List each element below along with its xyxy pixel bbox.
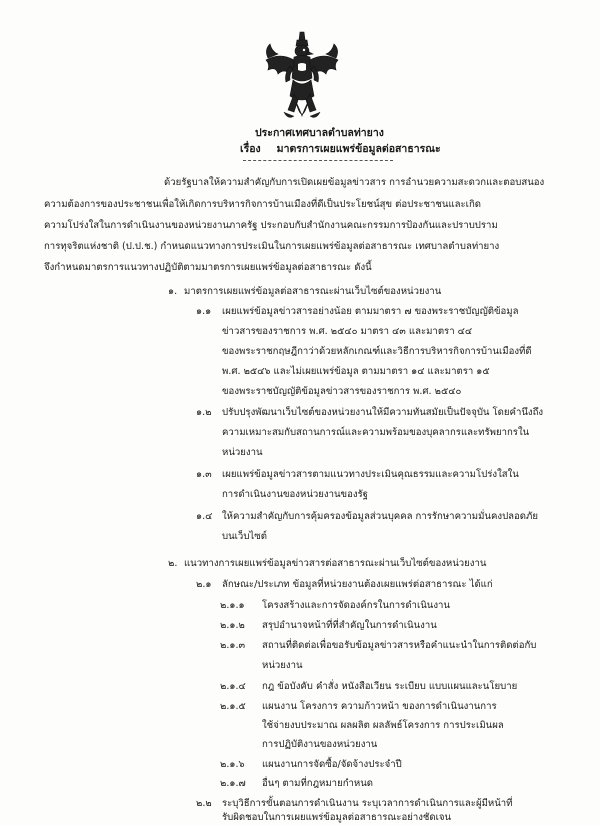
document-subject <box>240 140 441 157</box>
item-1-1-number: ๑.๑ <box>196 306 212 317</box>
item-1-1-line-4: พ.ศ. ๒๕๔๖ และไม่เผยแพร่ข้อมูล ตามมาตรา ๑๔ และมาตรา ๑๕ <box>222 366 490 377</box>
item-2-1-5-number: ๒.๑.๕ <box>220 701 246 712</box>
item-2-1-text: ลักษณะ/ประเภท ข้อมูลที่หน่วยงานต้องเผยแพร่ต่อสาธารณะ ได้แก่ <box>222 579 493 590</box>
garuda-emblem-icon <box>260 30 344 126</box>
item-1-2-number: ๑.๒ <box>196 407 212 418</box>
item-2-1-7-number: ๒.๑.๗ <box>220 778 246 789</box>
item-1-3-line-1: เผยแพร่ข้อมูลข่าวสารตามแนวทางประเมินคุณธรรมและความโปร่งใสใน <box>222 469 519 480</box>
item-2-1-5-line-3: การปฏิบัติงานของหน่วยงาน <box>262 739 378 750</box>
item-2-1-4-number: ๒.๑.๔ <box>220 681 246 692</box>
item-2-1-1-number: ๒.๑.๑ <box>220 600 245 611</box>
section-2-title: แนวทางการเผยแพร่ข้อมูลข่าวสารต่อสาธารณะผ่านเว็บไซต์ของหน่วยงาน <box>184 558 487 569</box>
item-2-2-line-1: ระบุวิธีการขั้นตอนการดำเนินงาน ระบุเวลาการดำเนินการและผู้มีหน้าที่ <box>222 798 513 809</box>
item-1-3-line-2: การดำเนินงานของหน่วยงานของรัฐ <box>222 489 368 500</box>
item-1-1-line-3: ของพระราชกฤษฎีกาว่าด้วยหลักเกณฑ์และวิธีการบริหารกิจการบ้านเมืองที่ดี <box>222 346 532 357</box>
item-2-1-6-line-1: แผนงานการจัดซื้อ/จัดจ้างประจำปี <box>262 759 402 770</box>
item-2-1-4-line-1: กฎ ข้อบังคับ คำสั่ง หนังสือเวียน ระเบียบ แบบแผนและนโยบาย <box>262 681 518 692</box>
item-1-2-line-1: ปรับปรุงพัฒนาเว็บไซต์ของหน่วยงานให้มีความทันสมัยเป็นปัจจุบัน โดยคำนึงถึง <box>222 407 544 418</box>
item-1-3-number: ๑.๓ <box>196 469 212 480</box>
item-2-1-2-line-1: สรุปอำนาจหน้าที่ที่สำคัญในการดำเนินงาน <box>262 620 437 631</box>
section-1-number: ๑. <box>168 286 178 297</box>
item-1-1-line-1: เผยแพร่ข้อมูลข่าวสารอย่างน้อย ตามมาตรา ๗ ของพระราชบัญญัติข้อมูล <box>222 306 519 317</box>
intro-line-3: ความโปร่งใสในการดำเนินงานของหน่วยงานภาครัฐ ประกอบกับสำนักงานคณะกรรมการป้องกันและปราบปราม <box>44 220 498 231</box>
intro-line-1: ด้วยรัฐบาลให้ความสำคัญกับการเปิดเผยข้อมูลข่าวสาร การอำนวยความสะดวกและตอบสนอง <box>164 177 545 188</box>
item-2-1-7-line-1: อื่นๆ ตามที่กฎหมายกำหนด <box>262 778 374 789</box>
item-2-1-2-number: ๒.๑.๒ <box>220 620 245 631</box>
subject-label: เรื่อง <box>240 143 261 155</box>
item-2-1-5-line-2: ใช้จ่ายงบประมาณ ผลผลิต ผลลัพธ์โครงการ การประเมินผล <box>262 720 504 731</box>
item-1-4-line-1: ให้ความสำคัญกับการคุ้มครองข้อมูลส่วนบุคคล การรักษาความมั่นคงปลอดภัย <box>222 511 538 522</box>
item-1-1-line-2: ข่าวสารของราชการ พ.ศ. ๒๕๔๐ มาตรา ๔๓ และมาตรา ๔๔ <box>222 326 473 337</box>
item-1-2-line-2: ความเหมาะสมกับสถานการณ์และความพร้อมของบุคลากรและทรัพยากรใน <box>222 427 530 438</box>
item-1-2-line-3: หน่วยงาน <box>222 447 263 458</box>
item-2-1-3-line-2: หน่วยงาน <box>262 660 303 671</box>
intro-line-4: การทุจริตแห่งชาติ (ป.ป.ช.) กำหนดแนวทางการประเมินในการเผยแพร่ข้อมูลต่อสาธารณะ เทศบาลตำบลท่ายาง <box>44 241 500 252</box>
item-2-1-6-number: ๒.๑.๖ <box>220 759 245 770</box>
item-2-2-line-2: รับผิดชอบในการเผยแพร่ข้อมูลต่อสาธารณะอย่างชัดเจน <box>222 812 452 823</box>
item-2-1-5-line-1: แผนงาน โครงการ ความก้าวหน้า ของการดำเนินงานการ <box>262 701 497 712</box>
section-2-number: ๒. <box>168 558 178 569</box>
item-1-4-line-2: บนเว็บไซต์ <box>222 531 267 542</box>
section-1-title: มาตรการเผยแพร่ข้อมูลต่อสาธารณะผ่านเว็บไซต์ของหน่วยงาน <box>184 286 442 297</box>
document-title: ประกาศเทศบาลตำบลท่ายาง <box>255 127 384 139</box>
title-divider <box>243 160 393 161</box>
item-1-4-number: ๑.๔ <box>196 511 213 522</box>
intro-line-5: จึงกำหนดมาตรการแนวทางปฏิบัติตามมาตรการเผยแพร่ข้อมูลต่อสาธารณะ ดังนี้ <box>44 262 372 273</box>
item-2-1-number: ๒.๑ <box>196 579 212 590</box>
item-2-1-3-line-1: สถานที่ติดต่อเพื่อขอรับข้อมูลข่าวสารหรือคำแนะนำในการติดต่อกับ <box>262 640 537 651</box>
item-1-1-line-5: ของพระราชบัญญัติข้อมูลข่าวสารของราชการ พ.ศ. ๒๕๔๐ <box>222 386 462 397</box>
item-2-2-number: ๒.๒ <box>196 798 212 809</box>
item-2-1-1-line-1: โครงสร้างและการจัดองค์กรในการดำเนินงาน <box>262 600 450 611</box>
item-2-1-3-number: ๒.๑.๓ <box>220 640 246 651</box>
subject-text: มาตรการเผยแพร่ข้อมูลต่อสาธารณะ <box>276 143 441 155</box>
intro-line-2: ความต้องการของประชาชนเพื่อให้เกิดการบริหารกิจการบ้านเมืองที่ดีเป็นประโยชน์สุข ต่อประชาชนและเกิด <box>44 199 481 210</box>
